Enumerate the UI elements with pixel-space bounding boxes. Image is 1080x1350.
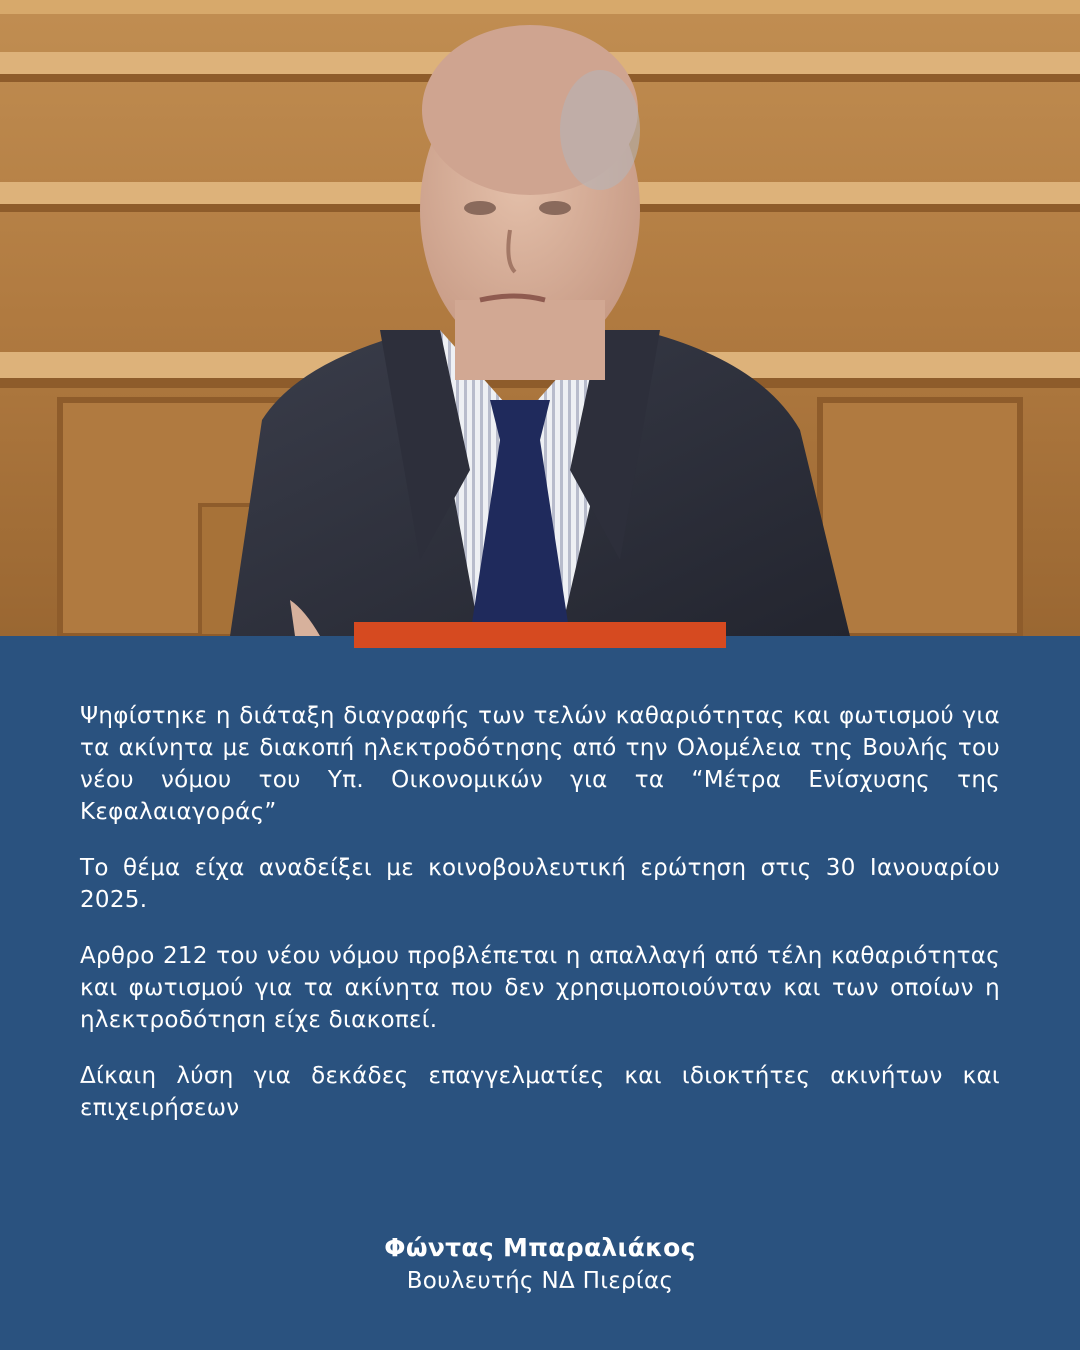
paragraph-3: Αρθρο 212 του νέου νόμου προβλέπεται η απαλλαγή από τέλη καθαριότητας και φωτισμού για τα ακίνητα που δεν χρησιμοποιούνταν και των οποίων η ηλεκτροδότηση είχε διακοπεί. <box>80 943 1000 1033</box>
accent-bar <box>354 622 726 648</box>
signature-role: Βουλευτής ΝΔ Πιερίας <box>406 1268 674 1294</box>
paragraph-2: Το θέμα είχα αναδείξει με κοινοβουλευτική ερώτηση στις 30 Ιανουαρίου 2025. <box>80 855 1000 913</box>
signature-name: Φώντας Μπαραλιάκος <box>384 1233 696 1262</box>
statement-text <box>80 700 1000 1148</box>
signature-block <box>0 1231 1080 1297</box>
speaker-photo <box>0 0 1080 636</box>
paragraph-4: Δίκαιη λύση για δεκάδες επαγγελματίες και ιδιοκτήτες ακινήτων και επιχειρήσεων <box>80 1063 1000 1121</box>
paragraph-1: Ψηφίστηκε η διάταξη διαγραφής των τελών καθαριότητας και φωτισμού για τα ακίνητα με διακοπή ηλεκτροδότησης από την Ολομέλεια της Βουλής του νέου νόμου του Υπ. Οικονομικών για τα “Μέτρα Ενίσχυσης της Κεφαλαιαγοράς” <box>80 703 1000 825</box>
